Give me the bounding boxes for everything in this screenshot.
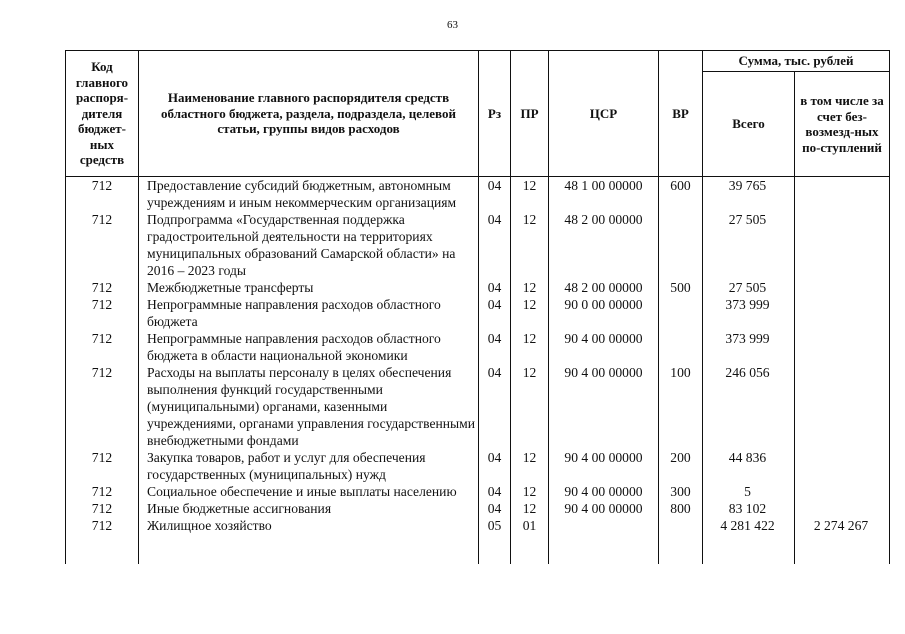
cell-code: 712 bbox=[66, 330, 139, 364]
budget-table bbox=[65, 50, 890, 564]
cell-grants bbox=[795, 500, 890, 517]
cell-rz: 04 bbox=[479, 211, 511, 279]
cell-code: 712 bbox=[66, 296, 139, 330]
cell-total: 373 999 bbox=[703, 330, 795, 364]
header-total: Всего bbox=[703, 72, 795, 177]
cell-pr: 12 bbox=[511, 330, 549, 364]
cell-code: 712 bbox=[66, 449, 139, 483]
cell-code: 712 bbox=[66, 483, 139, 500]
cell-csr: 90 4 00 00000 bbox=[549, 330, 659, 364]
cell-rz: 04 bbox=[479, 330, 511, 364]
cell-grants bbox=[795, 330, 890, 364]
cell-code: 712 bbox=[66, 279, 139, 296]
cell-grants bbox=[795, 449, 890, 483]
cell-rz: 04 bbox=[479, 296, 511, 330]
cell-rz: 04 bbox=[479, 364, 511, 449]
cell-name: Закупка товаров, работ и услуг для обеспечения государственных (муниципальных) нужд bbox=[139, 449, 479, 483]
table-row bbox=[66, 211, 890, 279]
cell-name: Жилищное хозяйство bbox=[139, 517, 479, 564]
cell-pr: 12 bbox=[511, 500, 549, 517]
cell-total: 373 999 bbox=[703, 296, 795, 330]
header-rz: Рз bbox=[479, 51, 511, 177]
header-pr: ПР bbox=[511, 51, 549, 177]
cell-rz: 04 bbox=[479, 483, 511, 500]
cell-total: 27 505 bbox=[703, 211, 795, 279]
cell-csr: 48 2 00 00000 bbox=[549, 211, 659, 279]
table-body bbox=[66, 177, 890, 565]
cell-grants bbox=[795, 177, 890, 212]
cell-name: Социальное обеспечение и иные выплаты населению bbox=[139, 483, 479, 500]
cell-total: 44 836 bbox=[703, 449, 795, 483]
cell-rz: 04 bbox=[479, 449, 511, 483]
cell-csr bbox=[549, 517, 659, 564]
cell-rz: 04 bbox=[479, 177, 511, 212]
table-row bbox=[66, 330, 890, 364]
cell-total: 4 281 422 bbox=[703, 517, 795, 564]
cell-csr: 90 4 00 00000 bbox=[549, 483, 659, 500]
page-number: 63 bbox=[447, 19, 458, 31]
cell-vr: 500 bbox=[659, 279, 703, 296]
cell-pr: 12 bbox=[511, 279, 549, 296]
cell-total: 27 505 bbox=[703, 279, 795, 296]
cell-rz: 05 bbox=[479, 517, 511, 564]
cell-pr: 12 bbox=[511, 483, 549, 500]
cell-grants bbox=[795, 296, 890, 330]
cell-total: 246 056 bbox=[703, 364, 795, 449]
table-row bbox=[66, 517, 890, 564]
cell-csr: 90 0 00 00000 bbox=[549, 296, 659, 330]
cell-pr: 12 bbox=[511, 296, 549, 330]
cell-vr bbox=[659, 330, 703, 364]
cell-code: 712 bbox=[66, 211, 139, 279]
header-code: Код главного распоря-дителя бюджет-ных средств bbox=[66, 51, 139, 177]
cell-pr: 12 bbox=[511, 364, 549, 449]
cell-csr: 48 2 00 00000 bbox=[549, 279, 659, 296]
cell-total: 5 bbox=[703, 483, 795, 500]
header-vr: ВР bbox=[659, 51, 703, 177]
cell-name: Межбюджетные трансферты bbox=[139, 279, 479, 296]
cell-grants bbox=[795, 364, 890, 449]
cell-vr: 800 bbox=[659, 500, 703, 517]
cell-rz: 04 bbox=[479, 279, 511, 296]
cell-code: 712 bbox=[66, 517, 139, 564]
cell-name: Непрограммные направления расходов областного бюджета bbox=[139, 296, 479, 330]
cell-total: 83 102 bbox=[703, 500, 795, 517]
cell-grants bbox=[795, 211, 890, 279]
cell-grants bbox=[795, 279, 890, 296]
table-row bbox=[66, 483, 890, 500]
cell-vr: 100 bbox=[659, 364, 703, 449]
table-row bbox=[66, 449, 890, 483]
cell-vr: 200 bbox=[659, 449, 703, 483]
header-sum: Сумма, тыс. рублей bbox=[703, 51, 890, 72]
table-row bbox=[66, 364, 890, 449]
header-name: Наименование главного распорядителя средств областного бюджета, раздела, подраздела, целевой статьи, группы видов расходов bbox=[139, 51, 479, 177]
cell-rz: 04 bbox=[479, 500, 511, 517]
cell-name: Предоставление субсидий бюджетным, автономным учреждениям и иным некоммерческим организациям bbox=[139, 177, 479, 212]
header-grants: в том числе за счет без-возмезд-ных по-ступлений bbox=[795, 72, 890, 177]
cell-code: 712 bbox=[66, 500, 139, 517]
cell-vr: 300 bbox=[659, 483, 703, 500]
cell-grants bbox=[795, 483, 890, 500]
cell-pr: 12 bbox=[511, 211, 549, 279]
cell-pr: 01 bbox=[511, 517, 549, 564]
cell-total: 39 765 bbox=[703, 177, 795, 212]
header-csr: ЦСР bbox=[549, 51, 659, 177]
cell-vr bbox=[659, 517, 703, 564]
cell-vr bbox=[659, 296, 703, 330]
cell-csr: 90 4 00 00000 bbox=[549, 449, 659, 483]
cell-csr: 48 1 00 00000 bbox=[549, 177, 659, 212]
cell-name: Иные бюджетные ассигнования bbox=[139, 500, 479, 517]
table-row bbox=[66, 296, 890, 330]
cell-code: 712 bbox=[66, 364, 139, 449]
cell-name: Непрограммные направления расходов областного бюджета в области национальной экономики bbox=[139, 330, 479, 364]
cell-grants: 2 274 267 bbox=[795, 517, 890, 564]
cell-pr: 12 bbox=[511, 177, 549, 212]
table-row bbox=[66, 500, 890, 517]
cell-name: Расходы на выплаты персоналу в целях обеспечения выполнения функций государственными (муниципальными) органами, казенными учреждениями, органами управления государственными внебюджетными фондами bbox=[139, 364, 479, 449]
table-row bbox=[66, 279, 890, 296]
cell-csr: 90 4 00 00000 bbox=[549, 364, 659, 449]
cell-csr: 90 4 00 00000 bbox=[549, 500, 659, 517]
table-row bbox=[66, 177, 890, 212]
cell-pr: 12 bbox=[511, 449, 549, 483]
cell-code: 712 bbox=[66, 177, 139, 212]
cell-name: Подпрограмма «Государственная поддержка градостроительной деятельности на территориях муниципальных образований Самарской области» на 2016 – 2023 годы bbox=[139, 211, 479, 279]
cell-vr bbox=[659, 211, 703, 279]
cell-vr: 600 bbox=[659, 177, 703, 212]
